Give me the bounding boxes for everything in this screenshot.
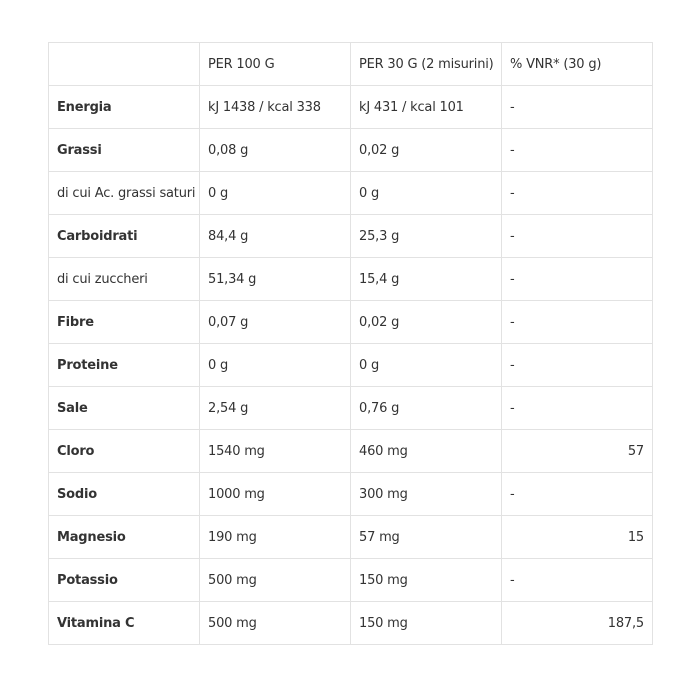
vnr-value-cell: -	[502, 301, 653, 344]
per-100g-value-cell: 51,34 g	[200, 258, 351, 301]
table-header-row	[49, 43, 653, 86]
nutrition-table-body	[49, 43, 653, 645]
header-cell-per-30g: PER 30 G (2 misurini)	[351, 43, 502, 86]
per-100g-value-cell: kJ 1438 / kcal 338	[200, 86, 351, 129]
per-100g-value-cell: 190 mg	[200, 516, 351, 559]
vnr-value-cell: -	[502, 215, 653, 258]
nutrient-name-cell: Cloro	[49, 430, 200, 473]
table-row	[49, 344, 653, 387]
per-30g-value-cell: 0,02 g	[351, 129, 502, 172]
per-100g-value-cell: 0,07 g	[200, 301, 351, 344]
vnr-value-cell: -	[502, 129, 653, 172]
header-cell-nutrient	[49, 43, 200, 86]
per-30g-value-cell: 150 mg	[351, 602, 502, 645]
vnr-value-cell: -	[502, 559, 653, 602]
per-100g-value-cell: 500 mg	[200, 602, 351, 645]
header-cell-vnr: % VNR* (30 g)	[502, 43, 653, 86]
nutrient-name-cell: di cui zuccheri	[49, 258, 200, 301]
per-30g-value-cell: 57 mg	[351, 516, 502, 559]
vnr-value-cell: 15	[502, 516, 653, 559]
per-30g-value-cell: 0,02 g	[351, 301, 502, 344]
nutrient-name-cell: Grassi	[49, 129, 200, 172]
table-row	[49, 387, 653, 430]
per-100g-value-cell: 0,08 g	[200, 129, 351, 172]
table-row	[49, 86, 653, 129]
vnr-value-cell: 57	[502, 430, 653, 473]
per-100g-value-cell: 2,54 g	[200, 387, 351, 430]
vnr-value-cell: -	[502, 344, 653, 387]
table-row	[49, 516, 653, 559]
per-30g-value-cell: 25,3 g	[351, 215, 502, 258]
per-100g-value-cell: 1540 mg	[200, 430, 351, 473]
nutrient-name-cell: Magnesio	[49, 516, 200, 559]
table-row	[49, 215, 653, 258]
table-row	[49, 559, 653, 602]
vnr-value-cell: -	[502, 258, 653, 301]
per-30g-value-cell: kJ 431 / kcal 101	[351, 86, 502, 129]
per-100g-value-cell: 84,4 g	[200, 215, 351, 258]
nutrition-table	[48, 42, 653, 645]
table-row	[49, 129, 653, 172]
table-row	[49, 301, 653, 344]
per-100g-value-cell: 500 mg	[200, 559, 351, 602]
table-row	[49, 172, 653, 215]
vnr-value-cell: -	[502, 387, 653, 430]
vnr-value-cell: -	[502, 86, 653, 129]
nutrient-name-cell: Sodio	[49, 473, 200, 516]
per-100g-value-cell: 0 g	[200, 344, 351, 387]
table-row	[49, 473, 653, 516]
header-cell-per-100g: PER 100 G	[200, 43, 351, 86]
nutrient-name-cell: Vitamina C	[49, 602, 200, 645]
nutrient-name-cell: Sale	[49, 387, 200, 430]
per-30g-value-cell: 0 g	[351, 172, 502, 215]
nutrient-name-cell: Proteine	[49, 344, 200, 387]
per-30g-value-cell: 0,76 g	[351, 387, 502, 430]
vnr-value-cell: -	[502, 473, 653, 516]
nutrient-name-cell: Carboidrati	[49, 215, 200, 258]
vnr-value-cell: 187,5	[502, 602, 653, 645]
per-30g-value-cell: 150 mg	[351, 559, 502, 602]
per-30g-value-cell: 0 g	[351, 344, 502, 387]
per-100g-value-cell: 1000 mg	[200, 473, 351, 516]
nutrient-name-cell: Fibre	[49, 301, 200, 344]
per-30g-value-cell: 460 mg	[351, 430, 502, 473]
nutrient-name-cell: di cui Ac. grassi saturi	[49, 172, 200, 215]
table-row	[49, 430, 653, 473]
nutrient-name-cell: Potassio	[49, 559, 200, 602]
vnr-value-cell: -	[502, 172, 653, 215]
table-row	[49, 602, 653, 645]
nutrient-name-cell: Energia	[49, 86, 200, 129]
per-30g-value-cell: 300 mg	[351, 473, 502, 516]
per-30g-value-cell: 15,4 g	[351, 258, 502, 301]
table-row	[49, 258, 653, 301]
per-100g-value-cell: 0 g	[200, 172, 351, 215]
